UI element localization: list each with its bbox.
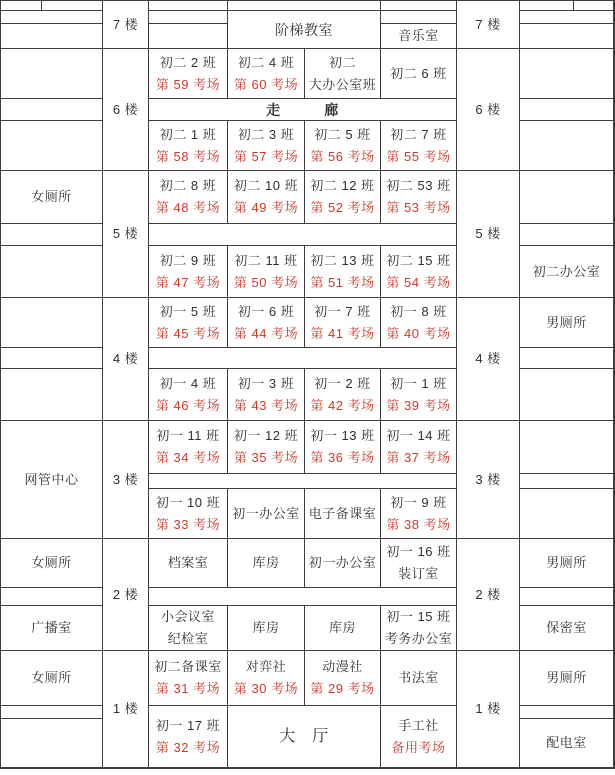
empty-cell xyxy=(520,421,614,474)
empty-cell xyxy=(1,246,103,298)
room-cell-lecture-hall xyxy=(228,11,381,49)
facility-cell-secrecy-room xyxy=(520,606,614,651)
room-name: 对弈社 xyxy=(245,659,287,674)
exam-room-number: 第 36 考场 xyxy=(310,450,375,465)
floor-text: 4 楼 xyxy=(475,351,501,366)
room-cell xyxy=(228,121,305,171)
floor-label-right-4 xyxy=(457,298,520,421)
room-cell xyxy=(149,421,228,474)
floor-text: 2 楼 xyxy=(475,586,501,602)
empty-cell xyxy=(1,99,103,121)
exam-room-number: 第 55 考场 xyxy=(386,148,451,164)
room-cell xyxy=(305,606,381,651)
room-name: 初一 5 班 xyxy=(159,303,217,319)
floor-text: 4 楼 xyxy=(112,351,139,366)
empty-cell xyxy=(520,11,614,24)
empty-cell xyxy=(520,489,614,539)
floor-label-left-7 xyxy=(103,1,149,49)
hall-label: 大 厅 xyxy=(279,727,329,745)
room-cell xyxy=(149,651,228,706)
facility-cell-power-room xyxy=(520,719,614,768)
corridor-spacer-cell xyxy=(149,224,457,246)
facility-label: 男厕所 xyxy=(546,670,587,685)
exam-room-number: 第 59 考场 xyxy=(155,76,221,92)
room-name: 初一 14 班 xyxy=(386,428,451,443)
room-cell xyxy=(381,246,457,298)
empty-cell xyxy=(520,171,614,224)
room-cell xyxy=(305,171,381,224)
floor-text: 5 楼 xyxy=(475,226,501,241)
room-name: 初一 2 班 xyxy=(314,375,371,391)
room-name: 初二 13 班 xyxy=(310,252,375,268)
floor-text: 6 楼 xyxy=(112,101,139,117)
sliver-cell xyxy=(381,1,457,11)
facility-cell-womens-wc-1f xyxy=(1,651,103,706)
floor-text: 6 楼 xyxy=(475,101,501,117)
column-divider-tick xyxy=(520,1,574,10)
room-name: 档案室 xyxy=(167,555,209,570)
room-name-line2: 大办公室班 xyxy=(308,76,377,92)
room-cell-music-room xyxy=(381,24,457,49)
room-cell xyxy=(149,298,228,348)
floor-text: 2 楼 xyxy=(112,586,139,602)
empty-cell xyxy=(1,706,103,719)
exam-room-number: 第 58 考场 xyxy=(155,148,221,164)
room-cell xyxy=(149,369,228,421)
empty-cell xyxy=(1,588,103,606)
column-divider-tick xyxy=(1,1,42,10)
room-name: 初二 12 班 xyxy=(310,178,375,193)
floor-label-left-1 xyxy=(103,651,149,768)
facility-label: 网管中心 xyxy=(24,471,79,487)
exam-room-number: 第 60 考场 xyxy=(233,76,299,92)
empty-cell xyxy=(520,706,614,719)
facility-label: 女厕所 xyxy=(31,555,72,570)
room-name: 初二 xyxy=(328,54,356,70)
room-name: 初一 13 班 xyxy=(310,428,375,443)
room-name: 初二 8 班 xyxy=(159,178,217,193)
room-name: 初一 7 班 xyxy=(314,303,371,319)
room-name: 初一 8 班 xyxy=(390,303,447,319)
corridor-label: 走 廊 xyxy=(266,101,339,118)
floor-label-right-6 xyxy=(457,49,520,171)
empty-cell xyxy=(520,49,614,99)
room-cell xyxy=(381,606,457,651)
exam-room-number: 第 32 考场 xyxy=(155,739,221,755)
room-cell xyxy=(149,121,228,171)
room-name: 库房 xyxy=(328,620,356,635)
room-cell xyxy=(381,369,457,421)
room-cell xyxy=(228,421,305,474)
empty-cell xyxy=(520,474,614,489)
room-name: 初二备课室 xyxy=(154,659,222,674)
room-cell xyxy=(305,298,381,348)
empty-cell xyxy=(520,369,614,421)
corridor-spacer-cell xyxy=(149,348,457,369)
exam-room-number: 第 45 考场 xyxy=(155,325,221,341)
room-name: 手工社 xyxy=(398,717,439,733)
room-cell xyxy=(305,49,381,99)
facility-cell-grade2-office xyxy=(520,246,614,298)
room-cell xyxy=(381,298,457,348)
room-cell xyxy=(149,49,228,99)
room-name: 初一 4 班 xyxy=(159,375,217,391)
exam-room-number: 第 42 考场 xyxy=(310,397,375,413)
floor-label-right-7 xyxy=(457,1,520,49)
room-cell xyxy=(228,606,305,651)
room-cell xyxy=(305,421,381,474)
facility-label: 初二办公室 xyxy=(532,263,601,279)
floor-label-left-5 xyxy=(103,171,149,298)
floor-text: 3 楼 xyxy=(475,471,501,487)
room-cell xyxy=(305,246,381,298)
empty-cell xyxy=(1,719,103,768)
room-name: 初二 4 班 xyxy=(237,54,295,70)
room-cell xyxy=(149,539,228,588)
room-name: 初二 15 班 xyxy=(386,252,451,268)
corridor-spacer-cell xyxy=(149,588,457,606)
exam-room-number: 第 31 考场 xyxy=(155,681,221,696)
room-name: 初二 11 班 xyxy=(234,252,298,268)
room-cell xyxy=(228,171,305,224)
facility-cell-network-center xyxy=(1,421,103,539)
exam-room-number: 第 38 考场 xyxy=(386,516,451,532)
room-cell xyxy=(305,489,381,539)
floor-text: 1 楼 xyxy=(112,701,139,716)
room-cell-main-hall xyxy=(228,706,381,768)
facility-label: 男厕所 xyxy=(546,555,587,570)
exam-room-number: 第 57 考场 xyxy=(233,148,299,164)
facility-label: 保密室 xyxy=(546,620,587,635)
facility-cell-womens-wc-5f xyxy=(1,171,103,224)
room-name: 初一 12 班 xyxy=(233,428,299,443)
room-name: 初二 2 班 xyxy=(159,54,217,70)
room-name: 库房 xyxy=(252,555,280,570)
empty-cell xyxy=(1,24,103,49)
room-cell xyxy=(305,121,381,171)
facility-cell-broadcast-room xyxy=(1,606,103,651)
room-name: 小会议室 xyxy=(160,609,215,624)
room-name: 初二 7 班 xyxy=(390,126,447,142)
empty-cell xyxy=(1,121,103,171)
exam-room-number: 第 37 考场 xyxy=(386,450,451,465)
exam-room-number: 第 47 考场 xyxy=(155,274,221,290)
empty-cell xyxy=(1,224,103,246)
exam-room-number: 第 44 考场 xyxy=(233,325,299,341)
empty-cell xyxy=(520,99,614,121)
exam-room-number: 第 40 考场 xyxy=(386,325,451,341)
corridor-cell xyxy=(149,99,457,121)
empty-cell xyxy=(520,121,614,171)
facility-label: 女厕所 xyxy=(31,189,72,204)
room-name: 初二 53 班 xyxy=(386,178,451,193)
room-cell xyxy=(381,121,457,171)
room-cell xyxy=(381,651,457,706)
exam-room-number: 第 34 考场 xyxy=(155,450,221,465)
exam-room-number: 第 30 考场 xyxy=(233,681,299,696)
room-name: 初二 5 班 xyxy=(314,126,371,142)
empty-cell xyxy=(1,298,103,348)
sliver-cell xyxy=(520,1,614,11)
sliver-cell xyxy=(149,1,228,11)
empty-cell xyxy=(520,24,614,49)
room-name: 阶梯教室 xyxy=(275,21,333,38)
room-cell xyxy=(228,298,305,348)
facility-label: 配电室 xyxy=(546,735,587,750)
exam-room-number: 第 56 考场 xyxy=(310,148,375,164)
room-name: 初二 9 班 xyxy=(159,252,217,268)
exam-room-number: 第 48 考场 xyxy=(155,200,221,215)
empty-cell xyxy=(149,24,228,49)
floor-label-left-2 xyxy=(103,539,149,651)
facility-label: 女厕所 xyxy=(31,670,72,685)
exam-room-number: 第 50 考场 xyxy=(233,274,299,290)
floor-text: 7 楼 xyxy=(112,16,139,32)
room-cell xyxy=(305,651,381,706)
room-name: 初二 10 班 xyxy=(233,178,299,193)
room-cell xyxy=(305,539,381,588)
exam-room-number: 第 35 考场 xyxy=(233,450,299,465)
room-name: 初二 6 班 xyxy=(390,65,447,81)
sliver-cell xyxy=(1,1,103,11)
room-name: 初一 6 班 xyxy=(237,303,295,319)
room-cell xyxy=(228,489,305,539)
empty-cell xyxy=(1,49,103,99)
exam-room-number: 第 46 考场 xyxy=(155,397,221,413)
floor-label-left-4 xyxy=(103,298,149,421)
exam-room-number: 第 33 考场 xyxy=(155,516,221,532)
room-name: 音乐室 xyxy=(398,28,439,43)
room-cell xyxy=(228,369,305,421)
room-cell xyxy=(381,706,457,768)
room-name: 初二 3 班 xyxy=(237,126,295,142)
room-name: 初一办公室 xyxy=(308,555,377,570)
room-cell xyxy=(149,706,228,768)
room-name: 初一 9 班 xyxy=(390,494,447,510)
room-cell xyxy=(305,369,381,421)
room-name: 初一 1 班 xyxy=(390,375,447,391)
empty-cell xyxy=(1,348,103,369)
facility-cell-mens-wc-1f xyxy=(520,651,614,706)
empty-cell xyxy=(520,588,614,606)
room-cell xyxy=(228,651,305,706)
room-cell xyxy=(149,606,228,651)
empty-cell xyxy=(1,11,103,24)
room-name: 初一办公室 xyxy=(232,505,300,521)
room-name: 初一 16 班 xyxy=(386,544,451,559)
room-name-line2: 装订室 xyxy=(398,566,439,581)
floor-label-right-1 xyxy=(457,651,520,768)
room-cell xyxy=(381,49,457,99)
facility-label: 广播室 xyxy=(31,620,72,635)
room-cell xyxy=(381,171,457,224)
room-name-line2: 纪检室 xyxy=(167,631,209,646)
floor-label-left-3 xyxy=(103,421,149,539)
exam-room-number: 第 41 考场 xyxy=(310,325,375,341)
room-name: 库房 xyxy=(252,620,280,635)
room-name-line2: 考务办公室 xyxy=(384,631,453,646)
floor-text: 7 楼 xyxy=(475,16,501,32)
floor-text: 5 楼 xyxy=(112,226,139,241)
exam-room-number: 第 49 考场 xyxy=(233,200,299,215)
room-cell xyxy=(228,539,305,588)
empty-cell xyxy=(149,11,228,24)
room-name: 初一 10 班 xyxy=(155,494,221,510)
floor-text: 3 楼 xyxy=(112,471,139,487)
room-name: 初一 15 班 xyxy=(386,609,451,624)
empty-cell xyxy=(1,369,103,421)
room-cell xyxy=(381,489,457,539)
facility-cell-mens-wc-2f xyxy=(520,539,614,588)
empty-cell xyxy=(520,224,614,246)
exam-room-number: 第 43 考场 xyxy=(233,397,299,413)
room-name: 书法室 xyxy=(398,670,439,685)
facility-label: 男厕所 xyxy=(546,314,587,330)
corridor-spacer-cell xyxy=(149,474,457,489)
sliver-cell xyxy=(228,1,381,11)
exam-room-number: 第 54 考场 xyxy=(386,274,451,290)
room-name: 初一 17 班 xyxy=(155,717,221,733)
empty-cell xyxy=(520,348,614,369)
exam-room-number: 第 51 考场 xyxy=(310,274,375,290)
room-cell xyxy=(381,539,457,588)
floor-label-left-6 xyxy=(103,49,149,171)
room-cell xyxy=(228,49,305,99)
room-cell xyxy=(149,171,228,224)
room-cell xyxy=(149,489,228,539)
floor-label-right-2 xyxy=(457,539,520,651)
room-name: 电子备课室 xyxy=(308,505,377,521)
room-name: 动漫社 xyxy=(322,659,363,674)
room-name: 初二 1 班 xyxy=(159,126,217,142)
exam-room-number: 第 39 考场 xyxy=(386,397,451,413)
floor-label-right-5 xyxy=(457,171,520,298)
exam-room-number: 第 29 考场 xyxy=(310,681,375,696)
floor-label-right-3 xyxy=(457,421,520,539)
exam-room-number: 第 53 考场 xyxy=(386,200,451,215)
empty-cell xyxy=(381,11,457,24)
room-cell xyxy=(149,246,228,298)
facility-cell-mens-wc-4f xyxy=(520,298,614,348)
exam-room-number: 第 52 考场 xyxy=(310,200,375,215)
room-name: 初一 3 班 xyxy=(237,375,295,391)
facility-cell-womens-wc-2f xyxy=(1,539,103,588)
room-name: 初一 11 班 xyxy=(156,428,220,443)
floor-text: 1 楼 xyxy=(475,701,501,716)
exam-room-number: 备用考场 xyxy=(391,739,446,755)
room-cell xyxy=(381,421,457,474)
room-cell xyxy=(228,246,305,298)
